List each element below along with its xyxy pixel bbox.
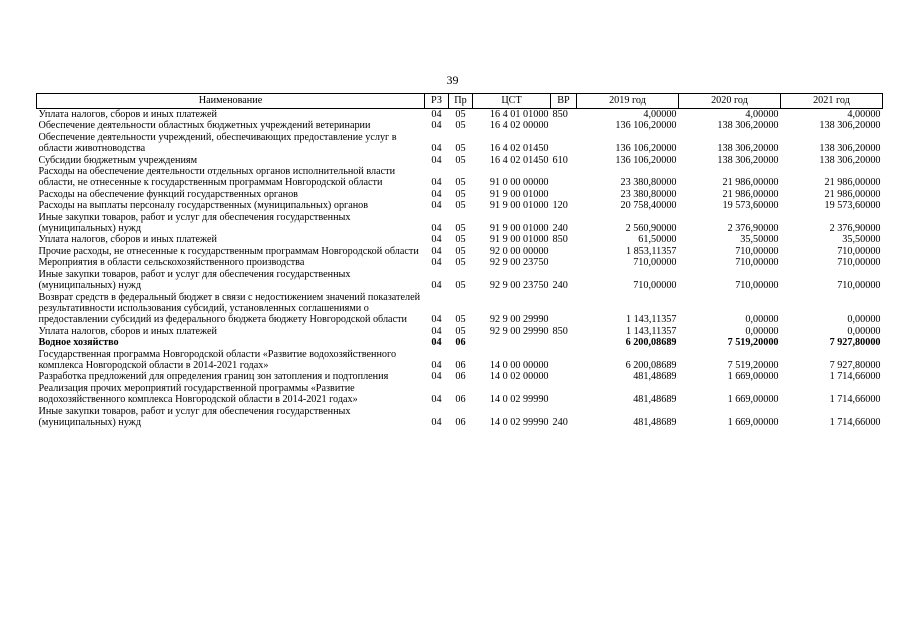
cell-pr: 05 <box>455 200 466 212</box>
cell-cst: 16 4 02 01450 <box>489 154 549 166</box>
cell-vr: 850 <box>552 234 568 246</box>
cell-pr: 05 <box>455 154 466 166</box>
cell-2021: 1 714,66000 <box>829 371 881 383</box>
table-row <box>37 406 883 429</box>
cell-cst: 14 0 02 99990 <box>489 394 549 406</box>
cell-vr: 240 <box>552 223 568 235</box>
cell-2020: 1 669,00000 <box>727 416 779 428</box>
cell-name: Иные закупки товаров, работ и услуг для обеспечения государственных (муниципальных) нужд <box>38 268 351 292</box>
cell-vr: 610 <box>552 154 568 166</box>
table-row <box>37 234 883 245</box>
table-row <box>37 326 883 337</box>
table-row <box>37 292 883 326</box>
col-header-name: Наименование <box>37 94 425 109</box>
cell-pr: 05 <box>455 177 466 189</box>
cell-2020: 710,00000 <box>735 280 779 292</box>
budget-table <box>36 93 883 428</box>
cell-vr: 120 <box>552 200 568 212</box>
cell-vr <box>551 383 577 406</box>
cell-rz: 04 <box>431 109 442 120</box>
cell-2021: 19 573,60000 <box>824 200 881 212</box>
cell-pr: 05 <box>455 234 466 246</box>
cell-pr: 06 <box>455 337 466 349</box>
cell-pr: 06 <box>455 394 466 406</box>
cell-2020: 710,00000 <box>735 245 779 257</box>
cell-name: Обеспечение деятельности учреждений, обеспечивающих предоставление услуг в области животноводства <box>38 131 397 155</box>
page-number: 39 <box>446 73 459 87</box>
cell-pr: 05 <box>455 257 466 269</box>
table-row <box>37 132 883 155</box>
cell-rz: 04 <box>431 223 442 235</box>
cell-rz: 04 <box>431 337 442 349</box>
cell-vr <box>551 371 577 382</box>
cell-name: Иные закупки товаров, работ и услуг для обеспечения государственных (муниципальных) нужд <box>38 405 351 428</box>
cell-2019: 4,00000 <box>643 109 677 120</box>
table-row <box>37 349 883 372</box>
cell-vr <box>551 132 577 155</box>
cell-2021: 710,00000 <box>837 245 881 257</box>
table-row <box>37 383 883 406</box>
table-row <box>37 120 883 131</box>
cell-2021: 21 986,00000 <box>824 177 881 189</box>
cell-2019: 481,48689 <box>633 416 677 428</box>
cell-2021: 138 306,20000 <box>819 143 881 155</box>
cell-name: Разработка предложений для определения границ зон затопления и подтопления <box>38 371 389 383</box>
cell-cst: 16 4 02 00000 <box>489 120 549 132</box>
cell-2019: 6 200,08689 <box>625 359 677 371</box>
table-row <box>37 155 883 166</box>
cell-vr <box>551 166 577 189</box>
cell-rz: 04 <box>431 120 442 132</box>
cell-vr <box>551 337 577 348</box>
cell-pr: 05 <box>455 188 466 200</box>
cell-vr <box>551 120 577 131</box>
cell-2020: 1 669,00000 <box>727 371 779 383</box>
cell-2019: 6 200,08689 <box>625 337 677 349</box>
cell-2020: 2 376,90000 <box>727 223 779 235</box>
cell-pr: 05 <box>455 143 466 155</box>
cell-2020: 35,50000 <box>740 234 779 246</box>
cell-rz: 04 <box>431 234 442 246</box>
cell-2020: 0,00000 <box>745 325 779 337</box>
cell-2019: 1 143,11357 <box>625 325 677 337</box>
cell-2019: 136 106,20000 <box>615 143 677 155</box>
cell-vr <box>551 292 577 326</box>
cell-name: Расходы на обеспечение деятельности отдельных органов исполнительной власти области, не отнесенные к государственным программам Новгородской области <box>38 166 396 189</box>
cell-rz: 04 <box>431 416 442 428</box>
cell-name: Уплата налогов, сборов и иных платежей <box>38 325 217 337</box>
col-header-vr: ВР <box>551 94 577 109</box>
cell-rz: 04 <box>431 371 442 383</box>
cell-pr: 06 <box>455 371 466 383</box>
cell-pr: 05 <box>455 245 466 257</box>
table-row <box>37 337 883 348</box>
cell-name: Уплата налогов, сборов и иных платежей <box>38 109 217 120</box>
cell-2020: 138 306,20000 <box>717 154 779 166</box>
cell-2020: 21 986,00000 <box>722 177 779 189</box>
table-row <box>37 269 883 292</box>
cell-2021: 4,00000 <box>847 109 881 120</box>
cell-cst: 91 0 00 00000 <box>489 177 549 189</box>
cell-cst: 92 9 00 23750 <box>489 257 549 269</box>
cell-name: Прочие расходы, не отнесенные к государственным программам Новгородской области <box>38 245 419 257</box>
cell-name: Субсидии бюджетным учреждениям <box>38 154 198 166</box>
table-row <box>37 189 883 200</box>
cell-2020: 0,00000 <box>745 314 779 326</box>
cell-2019: 61,50000 <box>638 234 677 246</box>
cell-2021: 1 714,66000 <box>829 416 881 428</box>
cell-name: Расходы на выплаты персоналу государственных (муниципальных) органов <box>38 200 369 212</box>
cell-pr: 05 <box>455 314 466 326</box>
cell-vr <box>551 246 577 257</box>
cell-2020: 138 306,20000 <box>717 143 779 155</box>
cell-pr: 05 <box>455 280 466 292</box>
cell-name: Государственная программа Новгородской области «Развитие водохозяйственного комплекса Новгородской области в 2014-2021 годах» <box>38 348 397 371</box>
cell-vr <box>551 349 577 372</box>
cell-2019: 23 380,80000 <box>620 177 677 189</box>
cell-vr: 240 <box>552 280 568 292</box>
table-row <box>37 371 883 382</box>
cell-rz: 04 <box>431 325 442 337</box>
cell-name: Обеспечение деятельности областных бюджетных учреждений ветеринарии <box>38 120 371 132</box>
cell-name: Возврат средств в федеральный бюджет в связи с недостижением значений показателей результативности использования субсидий, установленных соглашениями о предоставлении субсидий из федерального бюджета бюджету Новгородской области <box>38 291 421 326</box>
table-row <box>37 109 883 121</box>
cell-vr <box>551 257 577 268</box>
col-header-pr: Пр <box>449 94 473 109</box>
cell-2020: 710,00000 <box>735 257 779 269</box>
cell-cst: 91 9 00 01000 <box>489 223 549 235</box>
cell-2021: 21 986,00000 <box>824 188 881 200</box>
cell-cst <box>473 337 551 348</box>
cell-2019: 136 106,20000 <box>615 120 677 132</box>
table-row <box>37 212 883 235</box>
table-header-row <box>37 94 883 109</box>
cell-2020: 4,00000 <box>745 109 779 120</box>
cell-pr: 05 <box>455 325 466 337</box>
cell-2021: 710,00000 <box>837 257 881 269</box>
cell-2019: 1 143,11357 <box>625 314 677 326</box>
cell-2019: 1 853,11357 <box>625 245 677 257</box>
cell-2020: 1 669,00000 <box>727 394 779 406</box>
cell-2021: 7 927,80000 <box>829 359 881 371</box>
col-header-2019: 2019 год <box>577 94 679 109</box>
cell-cst: 92 9 00 29990 <box>489 314 549 326</box>
cell-cst: 14 0 02 99990 <box>489 416 549 428</box>
cell-2021: 710,00000 <box>837 280 881 292</box>
cell-2019: 481,48689 <box>633 394 677 406</box>
cell-cst: 92 9 00 29990 <box>489 325 549 337</box>
table-row <box>37 166 883 189</box>
col-header-2021: 2021 год <box>781 94 883 109</box>
cell-2020: 7 519,20000 <box>727 337 779 349</box>
cell-vr: 240 <box>552 416 568 428</box>
cell-pr: 05 <box>455 109 466 120</box>
cell-name: Расходы на обеспечение функций государственных органов <box>38 188 298 200</box>
table-row <box>37 257 883 268</box>
cell-rz: 04 <box>431 154 442 166</box>
cell-2020: 19 573,60000 <box>722 200 779 212</box>
cell-2020: 21 986,00000 <box>722 188 779 200</box>
cell-2021: 35,50000 <box>842 234 881 246</box>
cell-rz: 04 <box>431 177 442 189</box>
cell-2021: 0,00000 <box>847 325 881 337</box>
cell-2019: 2 560,90000 <box>625 223 677 235</box>
cell-rz: 04 <box>431 200 442 212</box>
cell-name: Уплата налогов, сборов и иных платежей <box>38 234 217 246</box>
cell-rz: 04 <box>431 143 442 155</box>
cell-2021: 0,00000 <box>847 314 881 326</box>
cell-rz: 04 <box>431 359 442 371</box>
cell-2019: 710,00000 <box>633 280 677 292</box>
col-header-cst: ЦСТ <box>473 94 551 109</box>
table-row <box>37 200 883 211</box>
cell-pr: 05 <box>455 120 466 132</box>
cell-pr: 06 <box>455 416 466 428</box>
cell-cst: 92 9 00 23750 <box>489 280 549 292</box>
cell-2020: 138 306,20000 <box>717 120 779 132</box>
cell-cst: 16 4 01 01000 <box>489 109 549 120</box>
cell-2020: 7 519,20000 <box>727 359 779 371</box>
cell-rz: 04 <box>431 394 442 406</box>
col-header-rz: РЗ <box>425 94 449 109</box>
cell-rz: 04 <box>431 314 442 326</box>
cell-name: Мероприятия в области сельскохозяйственного производства <box>38 257 305 269</box>
cell-cst: 14 0 00 00000 <box>489 359 549 371</box>
cell-name: Водное хозяйство <box>38 337 119 349</box>
cell-cst: 92 0 00 00000 <box>489 245 549 257</box>
cell-2019: 23 380,80000 <box>620 188 677 200</box>
cell-vr: 850 <box>552 109 568 120</box>
cell-2019: 20 758,40000 <box>620 200 677 212</box>
cell-name: Реализация прочих мероприятий государственной программы «Развитие водохозяйственного комплекса Новгородской области в 2014-2021 годах» <box>38 382 358 406</box>
cell-rz: 04 <box>431 188 442 200</box>
cell-rz: 04 <box>431 257 442 269</box>
cell-pr: 05 <box>455 223 466 235</box>
cell-2019: 136 106,20000 <box>615 154 677 166</box>
cell-rz: 04 <box>431 280 442 292</box>
cell-2019: 710,00000 <box>633 257 677 269</box>
cell-2019: 481,48689 <box>633 371 677 383</box>
cell-pr: 06 <box>455 359 466 371</box>
cell-cst: 91 9 00 01000 <box>489 200 549 212</box>
cell-2021: 1 714,66000 <box>829 394 881 406</box>
col-header-2020: 2020 год <box>679 94 781 109</box>
table-row <box>37 246 883 257</box>
cell-vr <box>551 189 577 200</box>
cell-cst: 91 9 00 01000 <box>489 234 549 246</box>
cell-2021: 138 306,20000 <box>819 154 881 166</box>
cell-2021: 2 376,90000 <box>829 223 881 235</box>
cell-2021: 7 927,80000 <box>829 337 881 349</box>
cell-2021: 138 306,20000 <box>819 120 881 132</box>
cell-rz: 04 <box>431 245 442 257</box>
cell-cst: 91 9 00 01000 <box>489 188 549 200</box>
cell-cst: 14 0 02 00000 <box>489 371 549 383</box>
cell-cst: 16 4 02 01450 <box>489 143 549 155</box>
cell-name: Иные закупки товаров, работ и услуг для обеспечения государственных (муниципальных) нужд <box>38 211 351 235</box>
cell-vr: 850 <box>552 325 568 337</box>
